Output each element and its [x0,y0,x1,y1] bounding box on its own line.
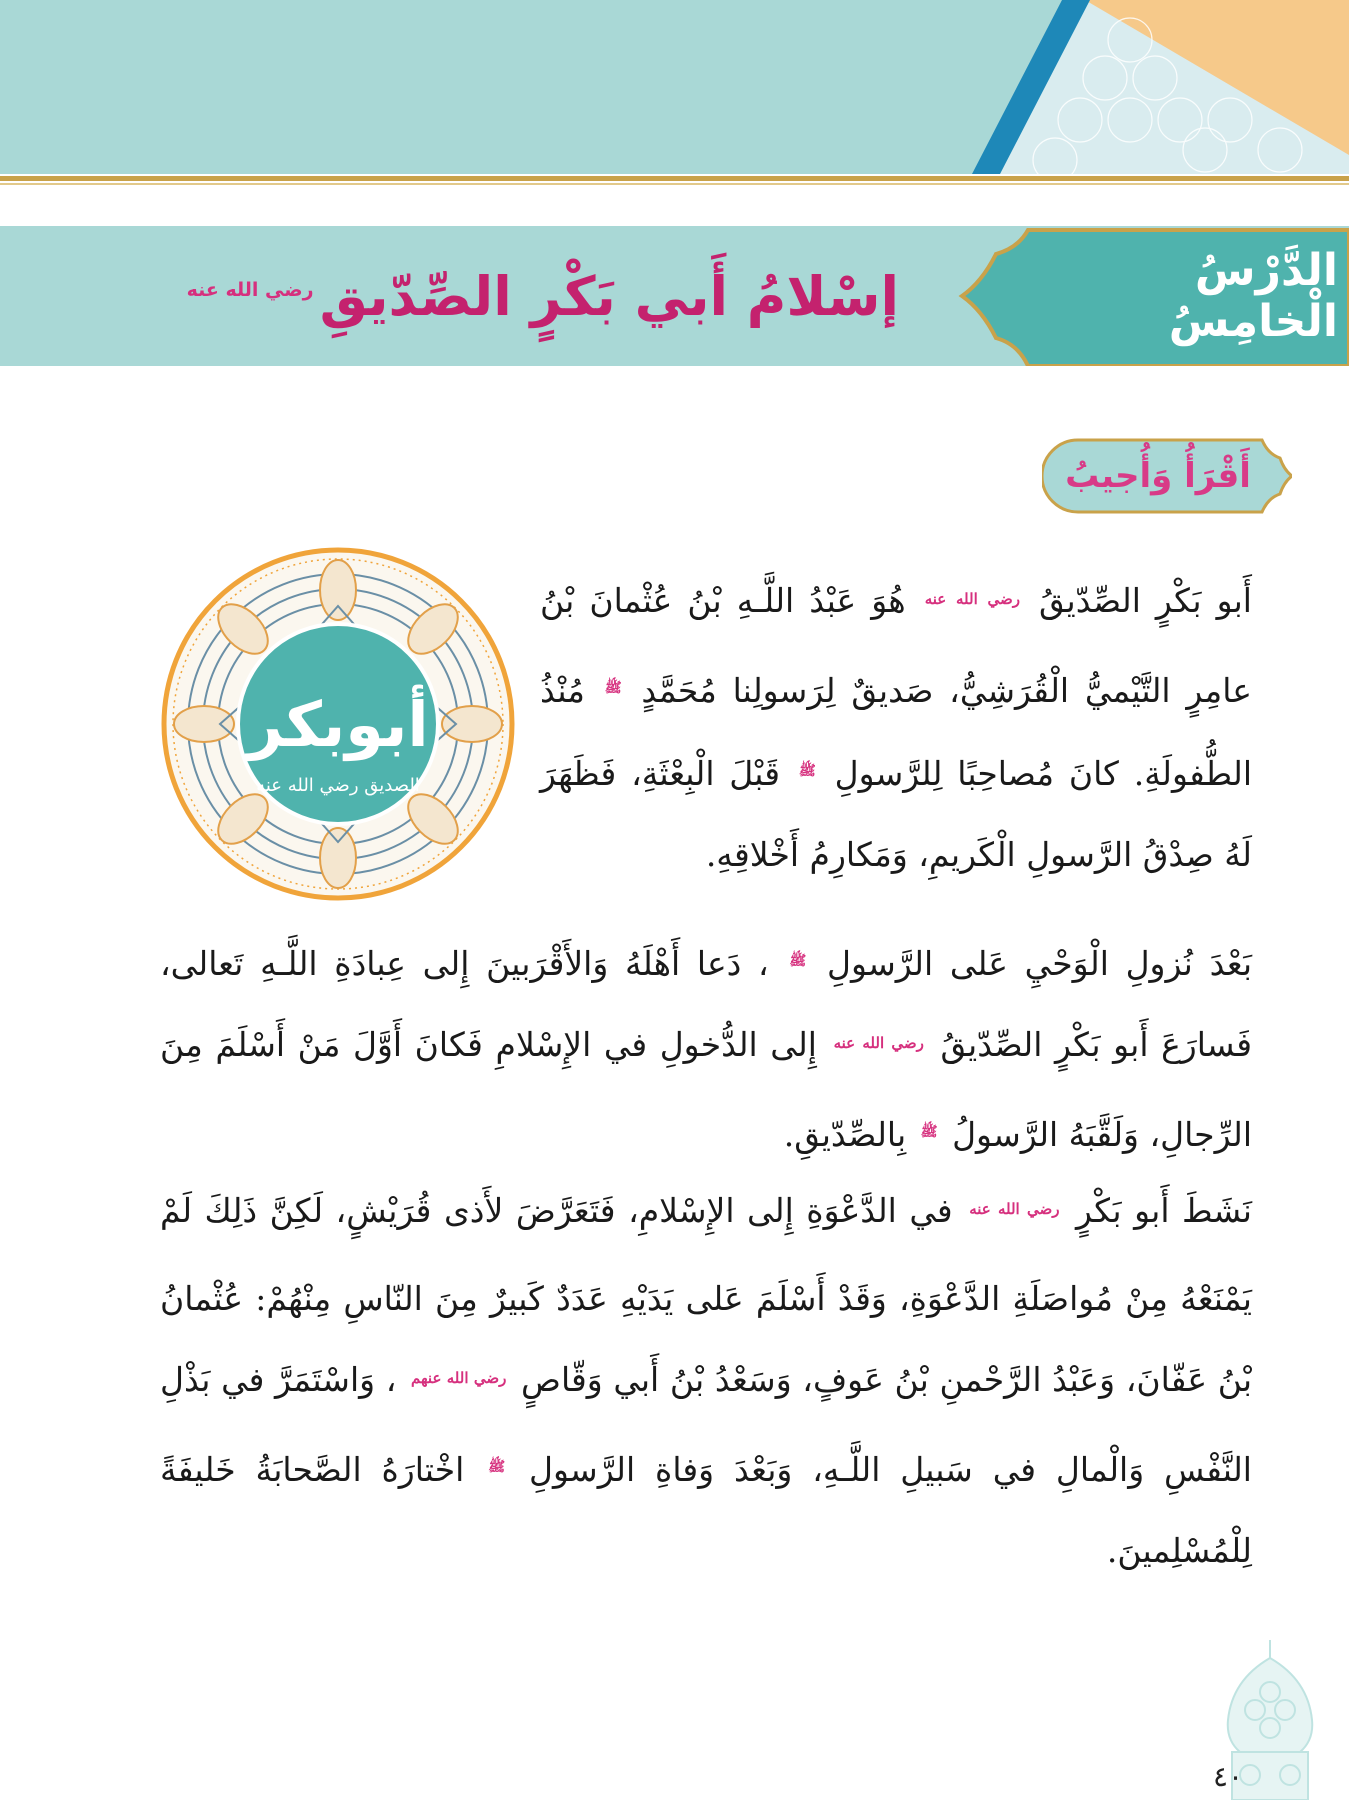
page-number: ٤٠ [1212,1760,1244,1793]
radiallahu-anhu-mark: رضي الله عنه [186,279,314,301]
paragraph-2-text-1: بَعْدَ نُزولِ الْوَحْيِ عَلى الرَّسولِ [827,944,1253,983]
top-banner-decoration [0,0,1349,190]
paragraph-3-text-1: نَشَطَ أَبو بَكْرٍ [1075,1191,1252,1230]
radiallahu-anhu-mark: رضي الله عنه [924,590,1020,608]
paragraph-2-text-4: بِالصِّدّيقِ. [783,1115,907,1154]
paragraph-1-text-4: قَبْلَ الْبِعْثَةِ، فَظَهَرَ لَهُ صِدْقُ الرَّسولِ الْكَريمِ، وَمَكارِمُ أَخْلاقِهِ. [540,754,1252,874]
lesson-label: الدَّرْسُ الْخامِسُ [1168,245,1338,347]
salla-allahu-mark: ﷺ [798,763,816,779]
salla-allahu-mark: ﷺ [789,953,807,969]
paragraph-2 [160,921,1252,1175]
read-and-answer-badge [1042,436,1292,516]
paragraph-1-text-3: مُنْذُ الطُّفولَةِ. كانَ مُصاحِبًا لِلرَّسولِ [540,671,1252,793]
paragraph-3-text-4: اخْتارَهُ الصَّحابَةُ خَليفَةً لِلْمُسْلِمينَ. [160,1450,1252,1570]
paragraph-3 [160,1170,1252,1591]
radiallahu-anhu-mark: رضي الله عنه [969,1200,1060,1218]
radiallahu-anhu-mark: رضي الله عنه [833,1034,924,1052]
paragraph-2-text-3: إِلى الدُّخولِ في الإِسْلامِ فَكانَ أَوَّلَ مَنْ أَسْلَمَ مِنَ الرِّجالِ، وَلَقَّبَهُ الرَّسولُ [160,1025,1252,1154]
lesson-title-text: إسْلامُ أَبي بَكْرٍ الصِّدّيقِ [319,264,899,328]
paragraph-1 [540,560,1252,895]
medallion-main-text: أبوبكر [247,688,429,761]
paragraph-1-text-1: أَبو بَكْرٍ الصِّدّيقُ [1039,581,1252,620]
salla-allahu-mark: ﷺ [604,680,622,696]
salla-allahu-mark: ﷺ [920,1124,938,1140]
lesson-number-tab [958,226,1349,366]
radiallahu-anhum-mark: رضي الله عنهم [411,1369,507,1387]
paragraph-3-text-3: ، وَاسْتَمَرَّ في بَذْلِ النَّفْسِ وَالْمالِ في سَبيلِ اللَّـهِ، وَبَعْدَ وَفاةِ الرَّسولِ [160,1360,1252,1489]
paragraph-1-text-2: هُوَ عَبْدُ اللَّـهِ بْنُ عُثْمانَ بْنُ عامِرٍ التَّيْميُّ الْقُرَشِيُّ، صَديقٌ لِرَسولِنا مُحَمَّدٍ [540,581,1252,710]
paragraph-3-text-2: في الدَّعْوَةِ إِلى الإِسْلامِ، فَتَعَرَّضَ لأَذى قُرَيْشٍ، لَكِنَّ ذَلِكَ لَمْ يَمْنَعْهُ مِنْ مُواصَلَةِ الدَّعْوَةِ، وَقَدْ أَسْلَمَ عَلى يَدَيْهِ عَدَدٌ كَبيرٌ مِنَ النّاسِ مِنْهُمْ: عُثْمانُ بْنُ عَفّانَ، وَعَبْدُ الرَّحْمنِ بْنُ عَوفٍ، وَسَعْدُ بْنُ أَبي وَقّاصٍ [160,1191,1252,1399]
lesson-title [181,226,899,366]
medallion-sub-text: الصديق رضي الله عنه [256,775,420,796]
abu-bakr-calligraphy-medallion [160,546,516,902]
salla-allahu-mark: ﷺ [488,1459,506,1475]
paragraph-2-text-2: ، دَعا أَهْلَهُ وَالأَقْرَبينَ إِلى عِبادَةِ اللَّـهِ تَعالى، فَسارَعَ أَبو بَكْرٍ الصِّدّيقُ [160,944,1252,1064]
read-and-answer-label: أَقْرَأُ وَأُجيبُ [1065,456,1251,496]
